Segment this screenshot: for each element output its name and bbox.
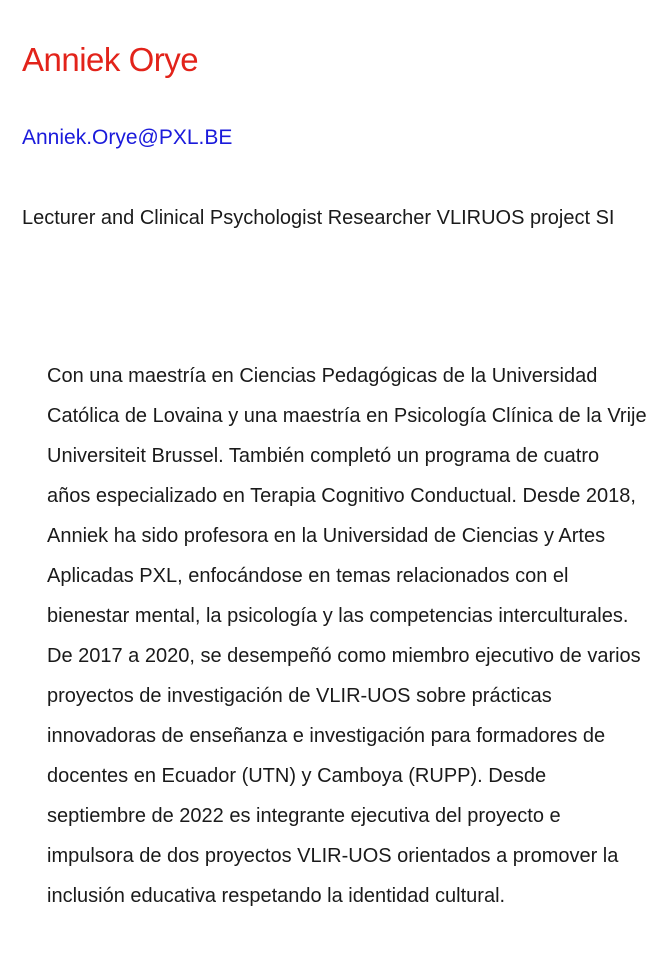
- profile-name: Anniek Orye: [22, 41, 199, 78]
- email-link[interactable]: Anniek.Orye@PXL.BE: [22, 126, 233, 149]
- profile-role: Lecturer and Clinical Psychologist Researcher VLIRUOS project SI: [22, 207, 615, 229]
- profile-bio: Con una maestría en Ciencias Pedagógicas de la Universidad Católica de Lovaina y una maestría en Psicología Clínica de la Vrije Universiteit Brussel. También completó un programa de cuatro años especializado en Terapia Cognitivo Conductual. Desde 2018, Anniek ha sido profesora en la Universidad de Ciencias y Artes Aplicadas PXL, enfocándose en temas relacionados con el bienestar mental, la psicología y las competencias interculturales. De 2017 a 2020, se desempeñó como miembro ejecutivo de varios proyectos de investigación de VLIR-UOS sobre prácticas innovadoras de enseñanza e investigación para formadores de docentes en Ecuador (UTN) y Camboya (RUPP). Desde septiembre de 2022 es integrante ejecutiva del proyecto e impulsora de dos proyectos VLIR-UOS orientados a promover la inclusión educativa respetando la identidad cultural.: [47, 365, 647, 907]
